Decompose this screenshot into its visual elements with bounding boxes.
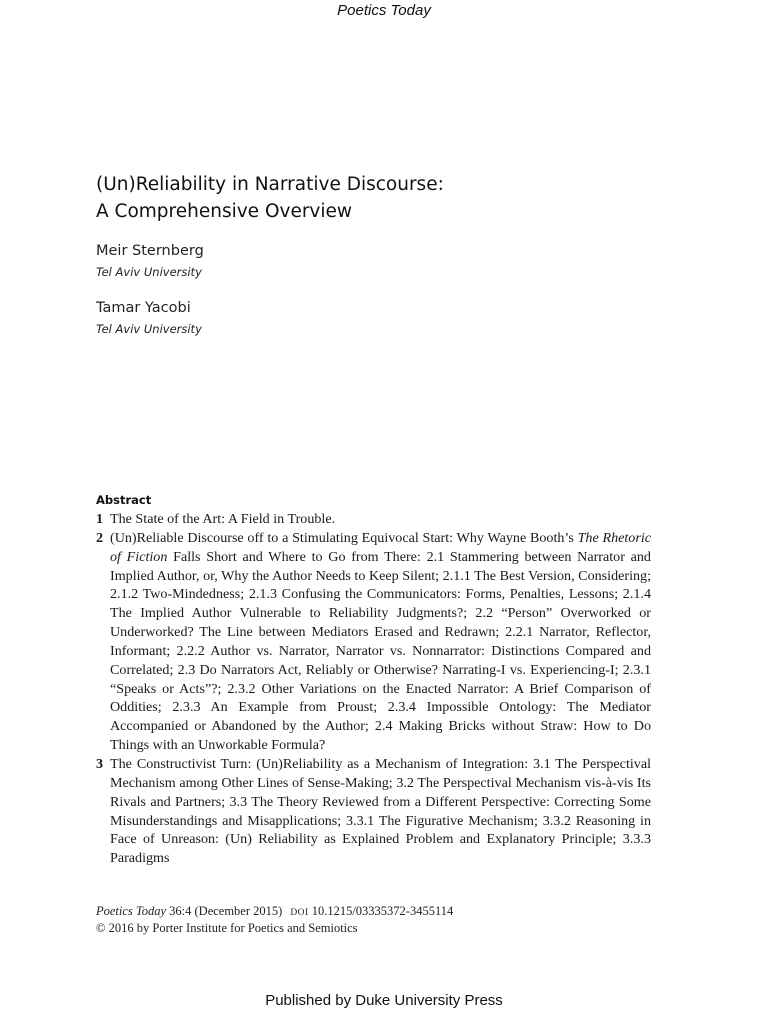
book-title: The Rhetoric of Fiction	[110, 529, 651, 565]
citation-issue: 36:4 (December 2015)	[166, 904, 283, 918]
author-name-2: Tamar Yacobi	[96, 300, 191, 316]
citation-line	[96, 904, 453, 921]
author-name-1: Meir Sternberg	[96, 243, 204, 259]
doi-label: DOI	[290, 908, 309, 918]
toc-entry-3	[96, 755, 651, 868]
article-title	[96, 171, 696, 225]
toc-text-2b: Falls Short and Where to Go from There: 2.1 Stammering between Narrator and Implied Author, or, Why the Author Needs to Keep Silent; 2.1.1 The Best Version, Considering; 2.1.2 Two-Mindedness; 2.1.3 Confusing the Communicators: Forms, Penalties, Lessons; 2.1.4 The Implied Author Vulnerable to Reliability Judgments?; 2.2 “Person” Overworked or Underworked? The Line between Mediators Erased and Redrawn; 2.2.1 Narrator, Reflector, Informant; 2.2.2 Author vs. Narrator, Narrator vs. Nonnarrator: Distinctions Compared and Correlated; 2.3 Do Narrators Act, Reliably or Otherwise? Narrating-I vs. Experiencing-I; 2.3.1 “Speaks or Acts”?; 2.3.2 Other Variations on the Enacted Narrator: A Brief Comparison of Oddities; 2.3.3 An Example from Proust; 2.3.4 Impossible Ontology: The Mediator Accompanied or Abandoned by the Author; 2.4 Making Bricks without Straw: How to Do Things with an Unworkable Formula?	[110, 548, 651, 754]
toc-number-1: 1	[96, 511, 104, 527]
citation-journal: Poetics Today	[96, 904, 167, 918]
citation-footer	[96, 904, 453, 936]
publisher-line: Published by Duke University Press	[265, 992, 503, 1009]
toc-entry-1	[96, 510, 651, 529]
toc-entry-2	[96, 529, 651, 755]
toc-number-3: 3	[96, 755, 104, 772]
author-affiliation-1: Tel Aviv University	[96, 265, 202, 279]
abstract-contents	[96, 510, 651, 868]
article-title-line-1: (Un)Reliability in Narrative Discourse:	[96, 174, 444, 195]
author-affiliation-2: Tel Aviv University	[96, 322, 202, 336]
copyright-line: © 2016 by Porter Institute for Poetics and Semiotics	[96, 921, 358, 935]
toc-text-2a: (Un)Reliable Discourse off to a Stimulating Equivocal Start: Why Wayne Booth’s	[110, 529, 578, 546]
doi-value: 10.1215/03335372-3455114	[311, 904, 454, 918]
toc-text-3: The Constructivist Turn: (Un)Reliability as a Mechanism of Integration: 3.1 The Perspectival Mechanism among Other Lines of Sense-Making; 3.2 The Perspectival Mechanism vis-à-vis Its Rivals and Partners; 3.3 The Theory Reviewed from a Different Perspective: Correcting Some Misunderstandings and Misapplications; 3.3.1 The Figurative Mechanism; 3.3.2 Reasoning in Face of Unreason: (Un) Reliability as Explained Problem and Explanatory Principle; 3.3.3 Paradigms	[110, 755, 651, 867]
running-header-journal: Poetics Today	[337, 2, 431, 19]
toc-number-2: 2	[96, 529, 104, 546]
toc-text-1: The State of the Art: A Field in Trouble.	[110, 511, 336, 527]
article-title-line-2: A Comprehensive Overview	[96, 201, 353, 222]
abstract-heading: Abstract	[96, 493, 152, 507]
